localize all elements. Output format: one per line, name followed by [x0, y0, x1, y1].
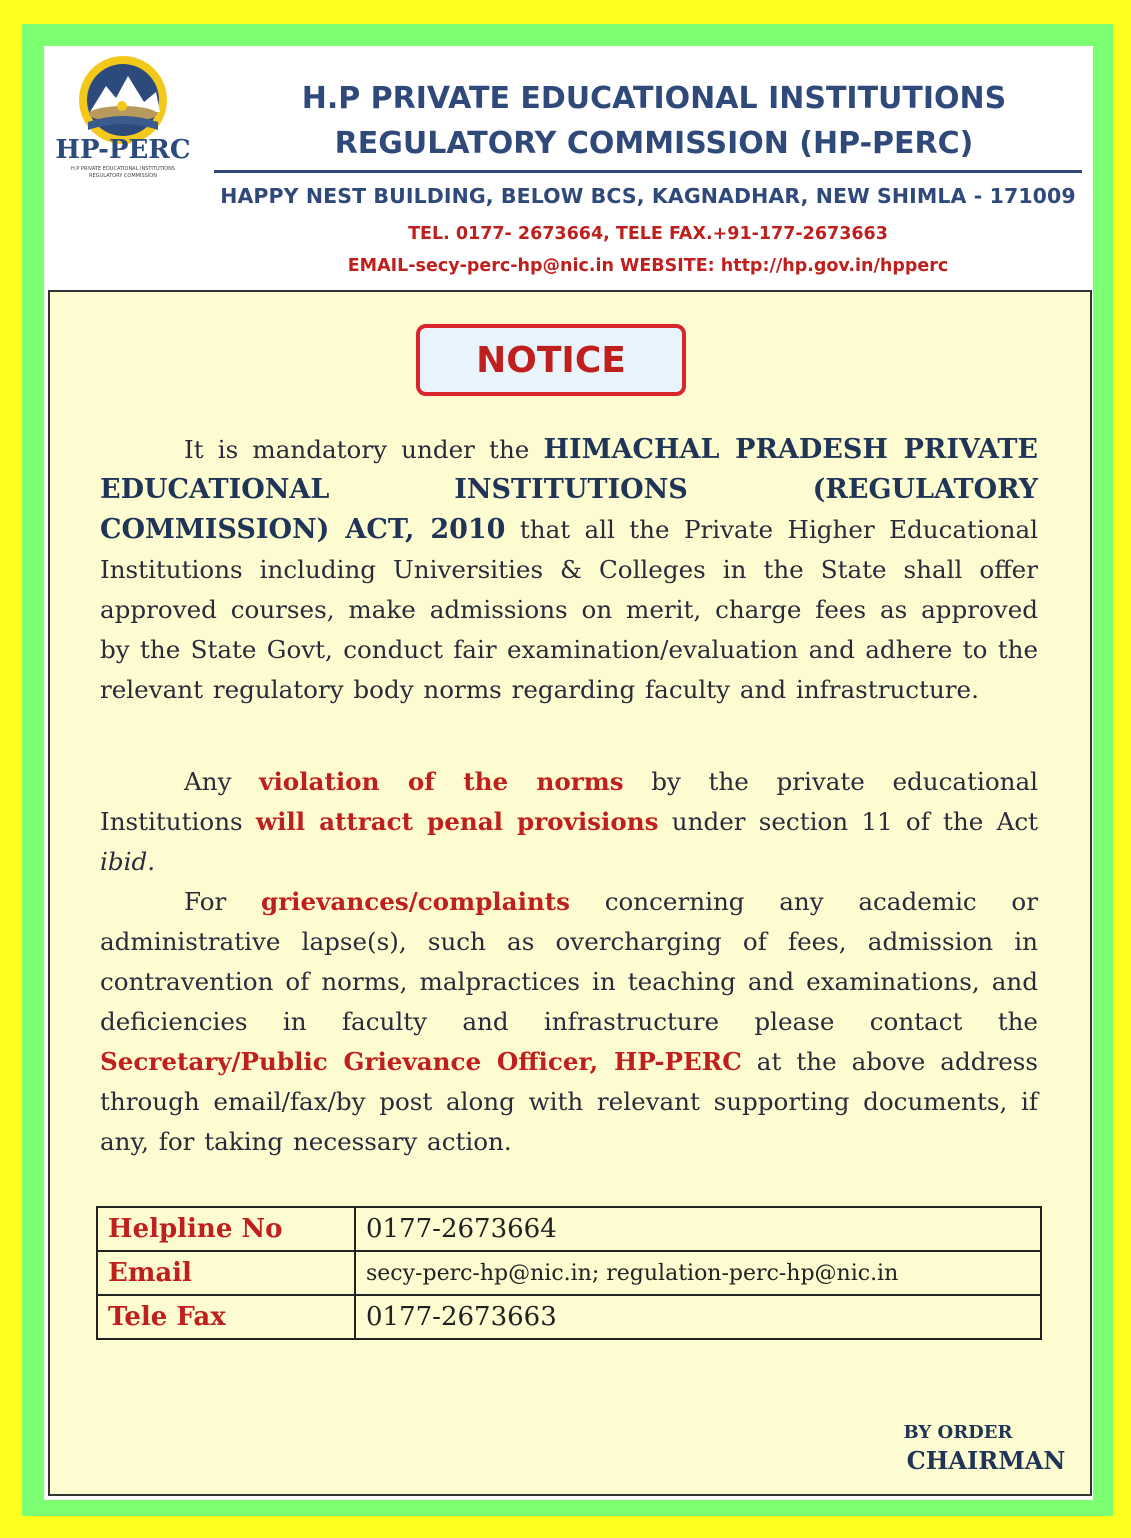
paragraph-mandate: It is mandatory under the HIMACHAL PRADESH PRIVATE EDUCATIONAL INSTITUTIONS (REGULATORY COMMISSION) ACT, 2010 that all the Private Higher Educational Institutions including Universities & Colleges in the State shall offer approved courses, make admissions on merit, charge fees as approved by the State Govt, conduct fair examination/evaluation and adhere to the relevant regulatory body norms regarding faculty and infrastructure. — [100, 434, 1038, 704]
contact-value: 0177-2673663 — [355, 1295, 1041, 1339]
svg-text:REGULATORY COMMISSION: REGULATORY COMMISSION — [89, 173, 157, 179]
hp-perc-logo-icon — [48, 52, 198, 182]
notice-body — [48, 290, 1092, 1496]
email-website-line: EMAIL-secy-perc-hp@nic.in WEBSITE: http://hp.gov.in/hpperc — [347, 256, 949, 276]
notice-document — [44, 46, 1093, 1500]
paragraph-violation: Any violation of the norms by the private educational Institutions will attract penal provisions under section 11 of the Act ibid. — [100, 767, 1038, 876]
violation-emphasis: violation of the norms — [259, 767, 624, 796]
office-address: HAPPY NEST BUILDING, BELOW BCS, KAGNADHAR, NEW SHIMLA - 171009 — [220, 184, 1076, 208]
notice-heading: NOTICE — [416, 324, 686, 396]
organization-title — [224, 76, 1084, 166]
contact-table — [96, 1206, 1042, 1340]
paragraph-grievances: For grievances/complaints concerning any academic or administrative lapse(s), such as overcharging of fees, admission in contravention of norms, malpractices in teaching and examinations, and deficiencies in faculty and infrastructure please contact the Secretary/Public Grievance Officer, HP-PERC at the above address through email/fax/by post along with relevant supporting documents, if any, for taking necessary action. — [100, 887, 1038, 1156]
table-row — [97, 1251, 1041, 1295]
signatory-title: CHAIRMAN — [906, 1446, 1066, 1475]
table-row — [97, 1295, 1041, 1339]
by-order-label: BY ORDER — [903, 1422, 1013, 1443]
logo-wordmark: HP-PERC — [55, 135, 191, 165]
contact-value: secy-perc-hp@nic.in; regulation-perc-hp@nic.in — [355, 1251, 1041, 1295]
contact-value: 0177-2673664 — [355, 1207, 1041, 1251]
contact-label: Tele Fax — [97, 1295, 355, 1339]
title-divider — [214, 170, 1082, 173]
telephone-line: TEL. 0177- 2673664, TELE FAX.+91-177-2673663 — [408, 224, 888, 244]
contact-label: Email — [97, 1251, 355, 1295]
contact-label: Helpline No — [97, 1207, 355, 1251]
act-name: HIMACHAL PRADESH PRIVATE EDUCATIONAL INSTITUTIONS (REGULATORY COMMISSION) ACT, 2010 — [100, 434, 1038, 545]
letterhead — [44, 46, 1093, 290]
table-row — [97, 1207, 1041, 1251]
grievance-officer-emphasis: Secretary/Public Grievance Officer, HP-PERC — [100, 1047, 742, 1076]
title-line-1: H.P PRIVATE EDUCATIONAL INSTITUTIONS — [301, 81, 1007, 116]
grievances-emphasis: grievances/complaints — [261, 887, 571, 916]
title-line-2: REGULATORY COMMISSION (HP-PERC) — [334, 126, 974, 161]
penal-emphasis: will attract penal provisions — [255, 807, 659, 836]
logo-subtext: H.P PRIVATE EDUCATIONAL INSTITUTIONS — [71, 166, 175, 172]
